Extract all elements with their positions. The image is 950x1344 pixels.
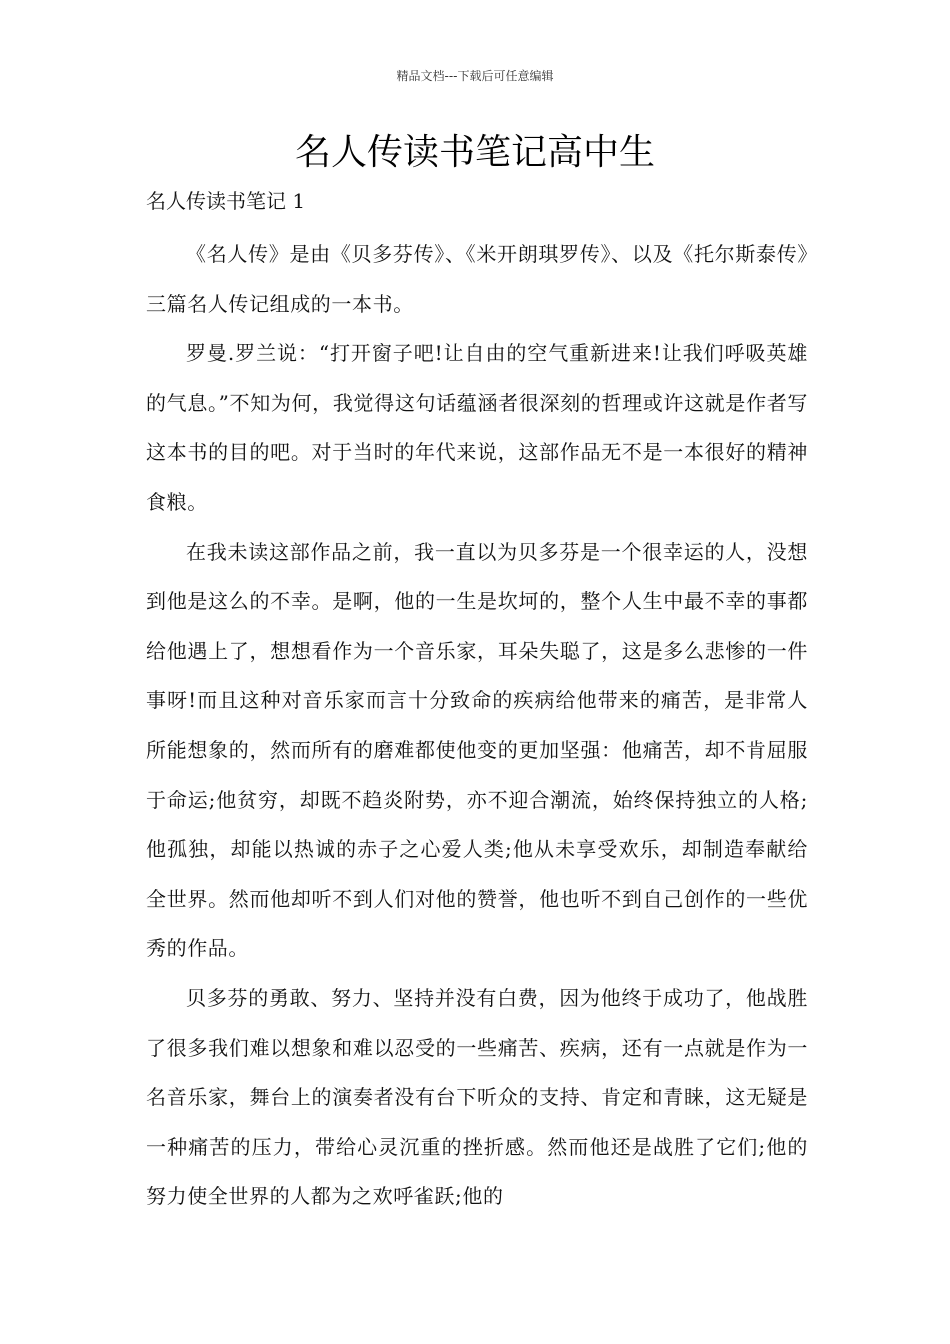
body-text xyxy=(146,230,808,1222)
paragraph: 贝多芬的勇敢、努力、坚持并没有白费，因为他终于成功了，他战胜了很多我们难以想象和难以忍受的一些痛苦、疾病，还有一点就是作为一名音乐家，舞台上的演奏者没有台下听众的支持、肯定和青睐，这无疑是一种痛苦的压力，带给心灵沉重的挫折感。然而他还是战胜了它们;他的努力使全世界的人都为之欢呼雀跃;他的 xyxy=(146,985,808,1209)
paragraph: 在我未读这部作品之前，我一直以为贝多芬是一个很幸运的人，没想到他是这么的不幸。是啊，他的一生是坎坷的，整个人生中最不幸的事都给他遇上了，想想看作为一个音乐家，耳朵失聪了，这是多么悲惨的一件事呀!而且这种对音乐家而言十分致命的疾病给他带来的痛苦，是非常人所能想象的，然而所有的磨难都使他变的更加坚强：他痛苦，却不肯屈服于命运;他贫穷，却既不趋炎附势，亦不迎合潮流，始终保持独立的人格;他孤独，却能以热诚的赤子之心爱人类;他从未享受欢乐，却制造奉献给全世界。然而他却听不到人们对他的赞誉，他也听不到自己创作的一些优秀的作品。 xyxy=(146,539,808,961)
header-note: 精品文档---下载后可任意编辑 xyxy=(396,69,554,83)
section-heading: 名人传读书笔记 1 xyxy=(146,189,306,213)
document-title: 名人传读书笔记高中生 xyxy=(294,132,655,173)
paragraph: 罗曼.罗兰说：“打开窗子吧!让自由的空气重新进来!让我们呼吸英雄的气息。”不知为何，我觉得这句话蕴涵者很深刻的哲理或许这就是作者写这本书的目的吧。对于当时的年代来说，这部作品无不是一本很好的精神食粮。 xyxy=(146,341,808,514)
paragraph: 《名人传》是由《贝多芬传》、《米开朗琪罗传》、以及《托尔斯泰传》三篇名人传记组成的一本书。 xyxy=(146,242,808,316)
